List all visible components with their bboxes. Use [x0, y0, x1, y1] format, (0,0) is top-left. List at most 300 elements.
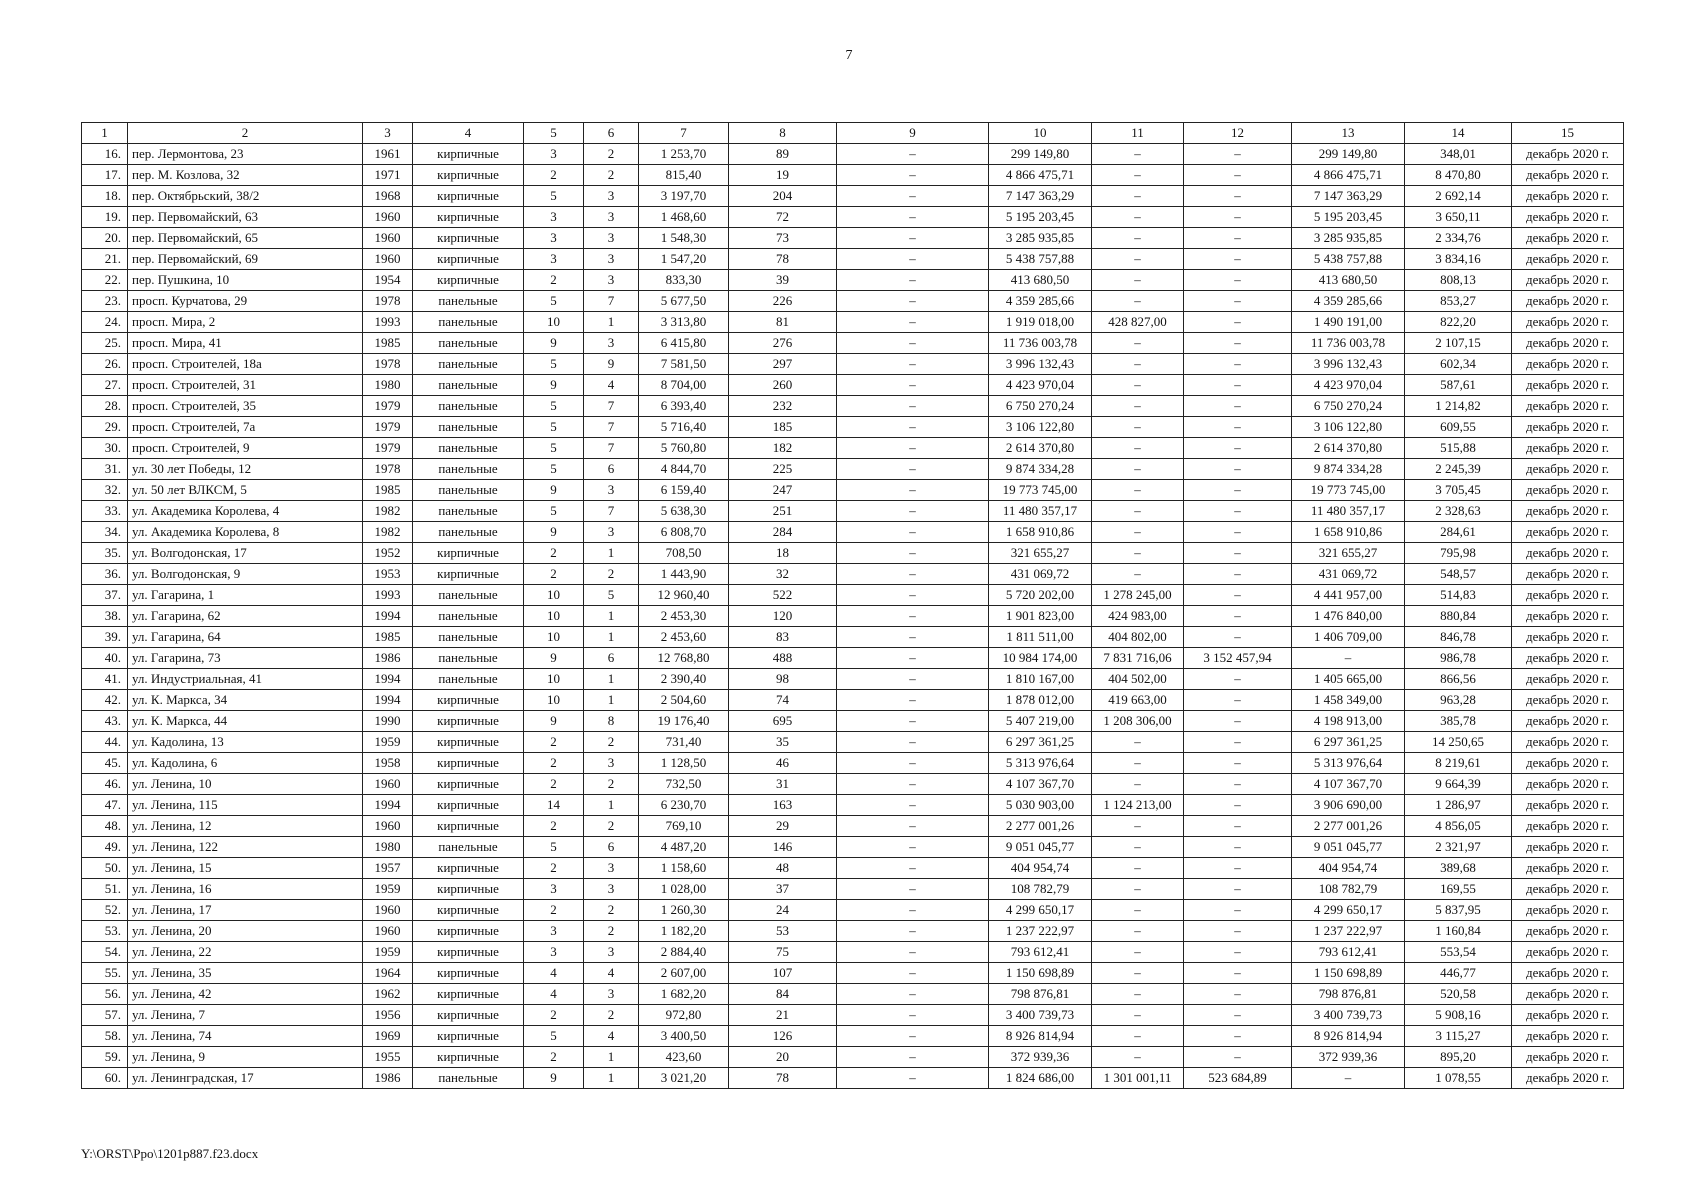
table-cell: ул. Ленина, 20 [128, 921, 363, 942]
table-cell: 3 [584, 270, 639, 291]
table-cell: 372 939,36 [989, 1047, 1092, 1068]
table-cell: – [1092, 1005, 1184, 1026]
table-cell: 1994 [363, 795, 413, 816]
table-cell: 5 030 903,00 [989, 795, 1092, 816]
table-row [82, 186, 1624, 207]
table-cell: 1 824 686,00 [989, 1068, 1092, 1089]
column-header: 15 [1512, 123, 1624, 144]
table-cell: 404 802,00 [1092, 627, 1184, 648]
table-cell: декабрь 2020 г. [1512, 732, 1624, 753]
table-cell: 1994 [363, 606, 413, 627]
table-cell: 22. [82, 270, 128, 291]
table-cell: декабрь 2020 г. [1512, 1068, 1624, 1089]
table-cell: 385,78 [1405, 711, 1512, 732]
table-cell: 1960 [363, 228, 413, 249]
table-cell: декабрь 2020 г. [1512, 186, 1624, 207]
table-cell: 10 [524, 585, 584, 606]
table-cell: 3 152 457,94 [1184, 648, 1292, 669]
table-cell: 1 919 018,00 [989, 312, 1092, 333]
table-cell: 895,20 [1405, 1047, 1512, 1068]
table-cell: 708,50 [639, 543, 729, 564]
table-cell: 39 [729, 270, 837, 291]
column-header: 11 [1092, 123, 1184, 144]
table-cell: 695 [729, 711, 837, 732]
table-cell: 2 453,30 [639, 606, 729, 627]
table-cell: ул. Волгодонская, 17 [128, 543, 363, 564]
table-cell: просп. Строителей, 35 [128, 396, 363, 417]
table-cell: кирпичные [413, 774, 524, 795]
table-cell: – [837, 837, 989, 858]
table-cell: декабрь 2020 г. [1512, 396, 1624, 417]
table-cell: панельные [413, 480, 524, 501]
table-cell: 59. [82, 1047, 128, 1068]
table-cell: 2 [524, 816, 584, 837]
table-row [82, 1047, 1624, 1068]
table-cell: декабрь 2020 г. [1512, 354, 1624, 375]
table-cell: 587,61 [1405, 375, 1512, 396]
table-cell: 225 [729, 459, 837, 480]
table-cell: 19 773 745,00 [1292, 480, 1405, 501]
table-cell: 81 [729, 312, 837, 333]
table-cell: 5 407 219,00 [989, 711, 1092, 732]
table-cell: декабрь 2020 г. [1512, 480, 1624, 501]
table-cell: ул. Гагарина, 1 [128, 585, 363, 606]
table-cell: пер. Лермонтова, 23 [128, 144, 363, 165]
table-cell: 284 [729, 522, 837, 543]
table-cell: 32 [729, 564, 837, 585]
table-cell: 1 682,20 [639, 984, 729, 1005]
table-cell: – [837, 438, 989, 459]
table-cell: – [837, 333, 989, 354]
table-cell: 880,84 [1405, 606, 1512, 627]
table-cell: 2 [524, 900, 584, 921]
table-cell: 38. [82, 606, 128, 627]
table-cell: декабрь 2020 г. [1512, 1047, 1624, 1068]
table-row [82, 291, 1624, 312]
table-cell: – [1184, 459, 1292, 480]
table-cell: 5 438 757,88 [1292, 249, 1405, 270]
table-cell: 10 984 174,00 [989, 648, 1092, 669]
table-cell: декабрь 2020 г. [1512, 228, 1624, 249]
table-cell: 284,61 [1405, 522, 1512, 543]
table-cell: – [837, 627, 989, 648]
table-cell: декабрь 2020 г. [1512, 606, 1624, 627]
table-cell: 1 301 001,11 [1092, 1068, 1184, 1089]
table-cell: – [837, 774, 989, 795]
table-cell: – [1184, 270, 1292, 291]
table-cell: 522 [729, 585, 837, 606]
table-cell: 10 [524, 312, 584, 333]
table-cell: ул. Ленина, 12 [128, 816, 363, 837]
table-cell: 815,40 [639, 165, 729, 186]
table-cell: 1 468,60 [639, 207, 729, 228]
table-cell: 2 [584, 165, 639, 186]
table-cell: – [1184, 438, 1292, 459]
table-cell: кирпичные [413, 753, 524, 774]
table-cell: – [1092, 543, 1184, 564]
table-cell: 9 051 045,77 [989, 837, 1092, 858]
table-cell: 21 [729, 1005, 837, 1026]
table-cell: – [1092, 1026, 1184, 1047]
table-cell: – [837, 711, 989, 732]
table-cell: 1982 [363, 501, 413, 522]
table-cell: 514,83 [1405, 585, 1512, 606]
table-cell: кирпичные [413, 984, 524, 1005]
table-cell: 1978 [363, 354, 413, 375]
table-cell: пер. Первомайский, 65 [128, 228, 363, 249]
table-cell: 5 313 976,64 [1292, 753, 1405, 774]
table-row [82, 522, 1624, 543]
table-cell: – [837, 354, 989, 375]
table-cell: 108 782,79 [989, 879, 1092, 900]
table-cell: – [1184, 144, 1292, 165]
table-cell: панельные [413, 354, 524, 375]
table-cell: 2 390,40 [639, 669, 729, 690]
table-cell: 1 [584, 627, 639, 648]
table-cell: кирпичные [413, 795, 524, 816]
table-cell: 798 876,81 [1292, 984, 1405, 1005]
table-cell: 9 [584, 354, 639, 375]
table-row [82, 543, 1624, 564]
table-cell: 321 655,27 [1292, 543, 1405, 564]
table-cell: 1960 [363, 816, 413, 837]
table-cell: – [1092, 879, 1184, 900]
table-cell: 2 [524, 165, 584, 186]
table-cell: 42. [82, 690, 128, 711]
table-cell: 4 [584, 375, 639, 396]
table-cell: 2 [584, 921, 639, 942]
table-cell: 2 277 001,26 [1292, 816, 1405, 837]
table-cell: 11 736 003,78 [1292, 333, 1405, 354]
table-cell: 3 400,50 [639, 1026, 729, 1047]
table-cell: – [837, 984, 989, 1005]
table-cell: – [837, 606, 989, 627]
table-cell: 3 106 122,80 [1292, 417, 1405, 438]
table-row [82, 795, 1624, 816]
table-cell: 4 299 650,17 [989, 900, 1092, 921]
table-cell: 5 908,16 [1405, 1005, 1512, 1026]
table-cell: 1 458 349,00 [1292, 690, 1405, 711]
table-cell: – [1092, 501, 1184, 522]
table-cell: – [1184, 186, 1292, 207]
table-cell: 6 [584, 648, 639, 669]
table-cell: – [1092, 228, 1184, 249]
table-cell: 17. [82, 165, 128, 186]
table-cell: 185 [729, 417, 837, 438]
table-row [82, 1068, 1624, 1089]
table-cell: 29 [729, 816, 837, 837]
table-cell: ул. Ленина, 35 [128, 963, 363, 984]
table-cell: 57. [82, 1005, 128, 1026]
table-cell: 2 334,76 [1405, 228, 1512, 249]
table-cell: – [837, 795, 989, 816]
table-cell: – [837, 417, 989, 438]
table-cell: – [1092, 270, 1184, 291]
table-cell: просп. Строителей, 7а [128, 417, 363, 438]
column-header: 13 [1292, 123, 1405, 144]
table-cell: 793 612,41 [989, 942, 1092, 963]
table-cell: 9 [524, 1068, 584, 1089]
table-cell: – [1092, 774, 1184, 795]
table-cell: ул. Ленина, 7 [128, 1005, 363, 1026]
table-cell: кирпичные [413, 690, 524, 711]
table-cell: – [837, 270, 989, 291]
table-cell: – [1092, 1047, 1184, 1068]
table-cell: 8 [584, 711, 639, 732]
table-cell: – [1092, 921, 1184, 942]
table-cell: 2 [584, 900, 639, 921]
table-cell: кирпичные [413, 900, 524, 921]
table-cell: 232 [729, 396, 837, 417]
table-cell: 47. [82, 795, 128, 816]
table-cell: – [1092, 732, 1184, 753]
table-cell: ул. Ленина, 115 [128, 795, 363, 816]
table-row [82, 249, 1624, 270]
table-cell: – [1092, 207, 1184, 228]
table-cell: 2 607,00 [639, 963, 729, 984]
table-cell: 1952 [363, 543, 413, 564]
table-cell: 1 476 840,00 [1292, 606, 1405, 627]
table-cell: – [837, 753, 989, 774]
table-cell: 986,78 [1405, 648, 1512, 669]
table-cell: кирпичные [413, 270, 524, 291]
table-cell: 4 107 367,70 [989, 774, 1092, 795]
table-cell: 276 [729, 333, 837, 354]
table-cell: – [837, 1047, 989, 1068]
table-cell: 24. [82, 312, 128, 333]
table-cell: – [1092, 186, 1184, 207]
table-cell: – [1184, 795, 1292, 816]
table-cell: 7 831 716,06 [1092, 648, 1184, 669]
column-header: 2 [128, 123, 363, 144]
column-header: 8 [729, 123, 837, 144]
table-cell: кирпичные [413, 942, 524, 963]
table-cell: 40. [82, 648, 128, 669]
table-cell: декабрь 2020 г. [1512, 375, 1624, 396]
table-cell: 27. [82, 375, 128, 396]
table-cell: – [837, 900, 989, 921]
table-cell: 51. [82, 879, 128, 900]
table-cell: – [837, 165, 989, 186]
table-cell: 4 423 970,04 [989, 375, 1092, 396]
table-cell: – [837, 858, 989, 879]
table-cell: 1 490 191,00 [1292, 312, 1405, 333]
table-cell: пер. Октябрьский, 38/2 [128, 186, 363, 207]
table-cell: ул. Ленина, 122 [128, 837, 363, 858]
table-cell: 1959 [363, 732, 413, 753]
table-row [82, 900, 1624, 921]
table-cell: 1980 [363, 837, 413, 858]
table-cell: 9 [524, 333, 584, 354]
table-cell: 769,10 [639, 816, 729, 837]
table-cell: – [1184, 1026, 1292, 1047]
table-cell: 1 [584, 543, 639, 564]
table-cell: 2 [524, 1005, 584, 1026]
table-cell: – [837, 249, 989, 270]
table-cell: – [1092, 984, 1184, 1005]
table-row [82, 669, 1624, 690]
table-cell: 2 [584, 1005, 639, 1026]
table-row [82, 753, 1624, 774]
table-cell: 9 [524, 711, 584, 732]
table-cell: 12 768,80 [639, 648, 729, 669]
table-cell: – [1184, 963, 1292, 984]
table-cell: 1964 [363, 963, 413, 984]
table-cell: 2 614 370,80 [989, 438, 1092, 459]
table-cell: 31 [729, 774, 837, 795]
table-cell: 1954 [363, 270, 413, 291]
table-cell: 1 150 698,89 [1292, 963, 1405, 984]
table-cell: 3 [584, 522, 639, 543]
table-cell: 36. [82, 564, 128, 585]
table-cell: кирпичные [413, 921, 524, 942]
table-cell: 18 [729, 543, 837, 564]
table-cell: 4 [584, 963, 639, 984]
table-cell: – [837, 312, 989, 333]
table-cell: – [837, 1026, 989, 1047]
table-cell: 1 182,20 [639, 921, 729, 942]
table-cell: панельные [413, 606, 524, 627]
table-cell: панельные [413, 291, 524, 312]
table-cell: – [1184, 732, 1292, 753]
table-cell: 10 [524, 690, 584, 711]
table-cell: 14 [524, 795, 584, 816]
table-cell: 1959 [363, 879, 413, 900]
table-cell: – [1092, 144, 1184, 165]
table-cell: – [1184, 564, 1292, 585]
table-cell: 2 [524, 732, 584, 753]
table-cell: 1 658 910,86 [1292, 522, 1405, 543]
table-cell: 44. [82, 732, 128, 753]
table-cell: 1968 [363, 186, 413, 207]
table-cell: 1978 [363, 459, 413, 480]
table-cell: панельные [413, 585, 524, 606]
table-cell: 7 147 363,29 [989, 186, 1092, 207]
table-cell: 169,55 [1405, 879, 1512, 900]
table-cell: 1956 [363, 1005, 413, 1026]
table-cell: 3 [584, 984, 639, 1005]
table-cell: – [837, 564, 989, 585]
table-row [82, 207, 1624, 228]
table-cell: 8 926 814,94 [1292, 1026, 1405, 1047]
table-cell: – [837, 816, 989, 837]
table-cell: 35 [729, 732, 837, 753]
table-cell: 866,56 [1405, 669, 1512, 690]
table-cell: 37. [82, 585, 128, 606]
table-cell: 6 297 361,25 [1292, 732, 1405, 753]
table-row [82, 459, 1624, 480]
table-cell: 55. [82, 963, 128, 984]
table-cell: 2 [584, 564, 639, 585]
housing-table [81, 122, 1624, 1089]
table-cell: 5 [524, 417, 584, 438]
table-cell: – [1092, 354, 1184, 375]
column-header: 6 [584, 123, 639, 144]
table-cell: декабрь 2020 г. [1512, 207, 1624, 228]
table-cell: 6 297 361,25 [989, 732, 1092, 753]
table-cell: кирпичные [413, 165, 524, 186]
table-cell: декабрь 2020 г. [1512, 543, 1624, 564]
table-cell: панельные [413, 669, 524, 690]
table-cell: – [837, 291, 989, 312]
table-cell: 37 [729, 879, 837, 900]
table-cell: 1 901 823,00 [989, 606, 1092, 627]
table-cell: 5 [524, 837, 584, 858]
table-cell: 1 286,97 [1405, 795, 1512, 816]
table-cell: 1962 [363, 984, 413, 1005]
table-cell: – [1092, 165, 1184, 186]
table-cell: 20 [729, 1047, 837, 1068]
table-cell: 78 [729, 249, 837, 270]
table-cell: 4 866 475,71 [1292, 165, 1405, 186]
column-header: 9 [837, 123, 989, 144]
table-cell: 4 844,70 [639, 459, 729, 480]
table-cell: 3 285 935,85 [989, 228, 1092, 249]
table-cell: декабрь 2020 г. [1512, 795, 1624, 816]
table-cell: панельные [413, 648, 524, 669]
table-cell: 6 750 270,24 [1292, 396, 1405, 417]
table-row [82, 228, 1624, 249]
table-cell: 28. [82, 396, 128, 417]
table-cell: 3 313,80 [639, 312, 729, 333]
table-cell: декабрь 2020 г. [1512, 900, 1624, 921]
table-cell: 75 [729, 942, 837, 963]
table-cell: 21. [82, 249, 128, 270]
table-cell: 30. [82, 438, 128, 459]
table-cell: панельные [413, 333, 524, 354]
table-cell: 413 680,50 [1292, 270, 1405, 291]
table-row [82, 417, 1624, 438]
table-cell: 5 [524, 396, 584, 417]
table-cell: пер. Первомайский, 63 [128, 207, 363, 228]
column-header: 10 [989, 123, 1092, 144]
table-cell: 1953 [363, 564, 413, 585]
table-cell: 2 [524, 564, 584, 585]
table-cell: 8 704,00 [639, 375, 729, 396]
table-cell: 1 128,50 [639, 753, 729, 774]
table-cell: 299 149,80 [1292, 144, 1405, 165]
table-cell: – [1184, 480, 1292, 501]
table-cell: 6 415,80 [639, 333, 729, 354]
table-cell: 1960 [363, 900, 413, 921]
table-cell: 5 837,95 [1405, 900, 1512, 921]
table-cell: 2 321,97 [1405, 837, 1512, 858]
table-cell: 6 230,70 [639, 795, 729, 816]
table-cell: декабрь 2020 г. [1512, 144, 1624, 165]
table-cell: 7 [584, 417, 639, 438]
table-cell: 5 [524, 459, 584, 480]
table-cell: – [1184, 165, 1292, 186]
table-cell: 9 [524, 648, 584, 669]
table-cell: декабрь 2020 г. [1512, 648, 1624, 669]
table-row [82, 648, 1624, 669]
table-cell: – [1092, 816, 1184, 837]
table-cell: 29. [82, 417, 128, 438]
table-cell: 553,54 [1405, 942, 1512, 963]
table-cell: 3 [524, 144, 584, 165]
table-cell: – [1184, 711, 1292, 732]
table-cell: – [837, 501, 989, 522]
table-cell: – [1092, 417, 1184, 438]
table-cell: – [1184, 207, 1292, 228]
table-cell: 10 [524, 606, 584, 627]
table-cell: – [837, 963, 989, 984]
table-row [82, 333, 1624, 354]
table-cell: 8 219,61 [1405, 753, 1512, 774]
table-cell: 3 [584, 480, 639, 501]
table-cell: 424 983,00 [1092, 606, 1184, 627]
table-cell: – [1184, 417, 1292, 438]
